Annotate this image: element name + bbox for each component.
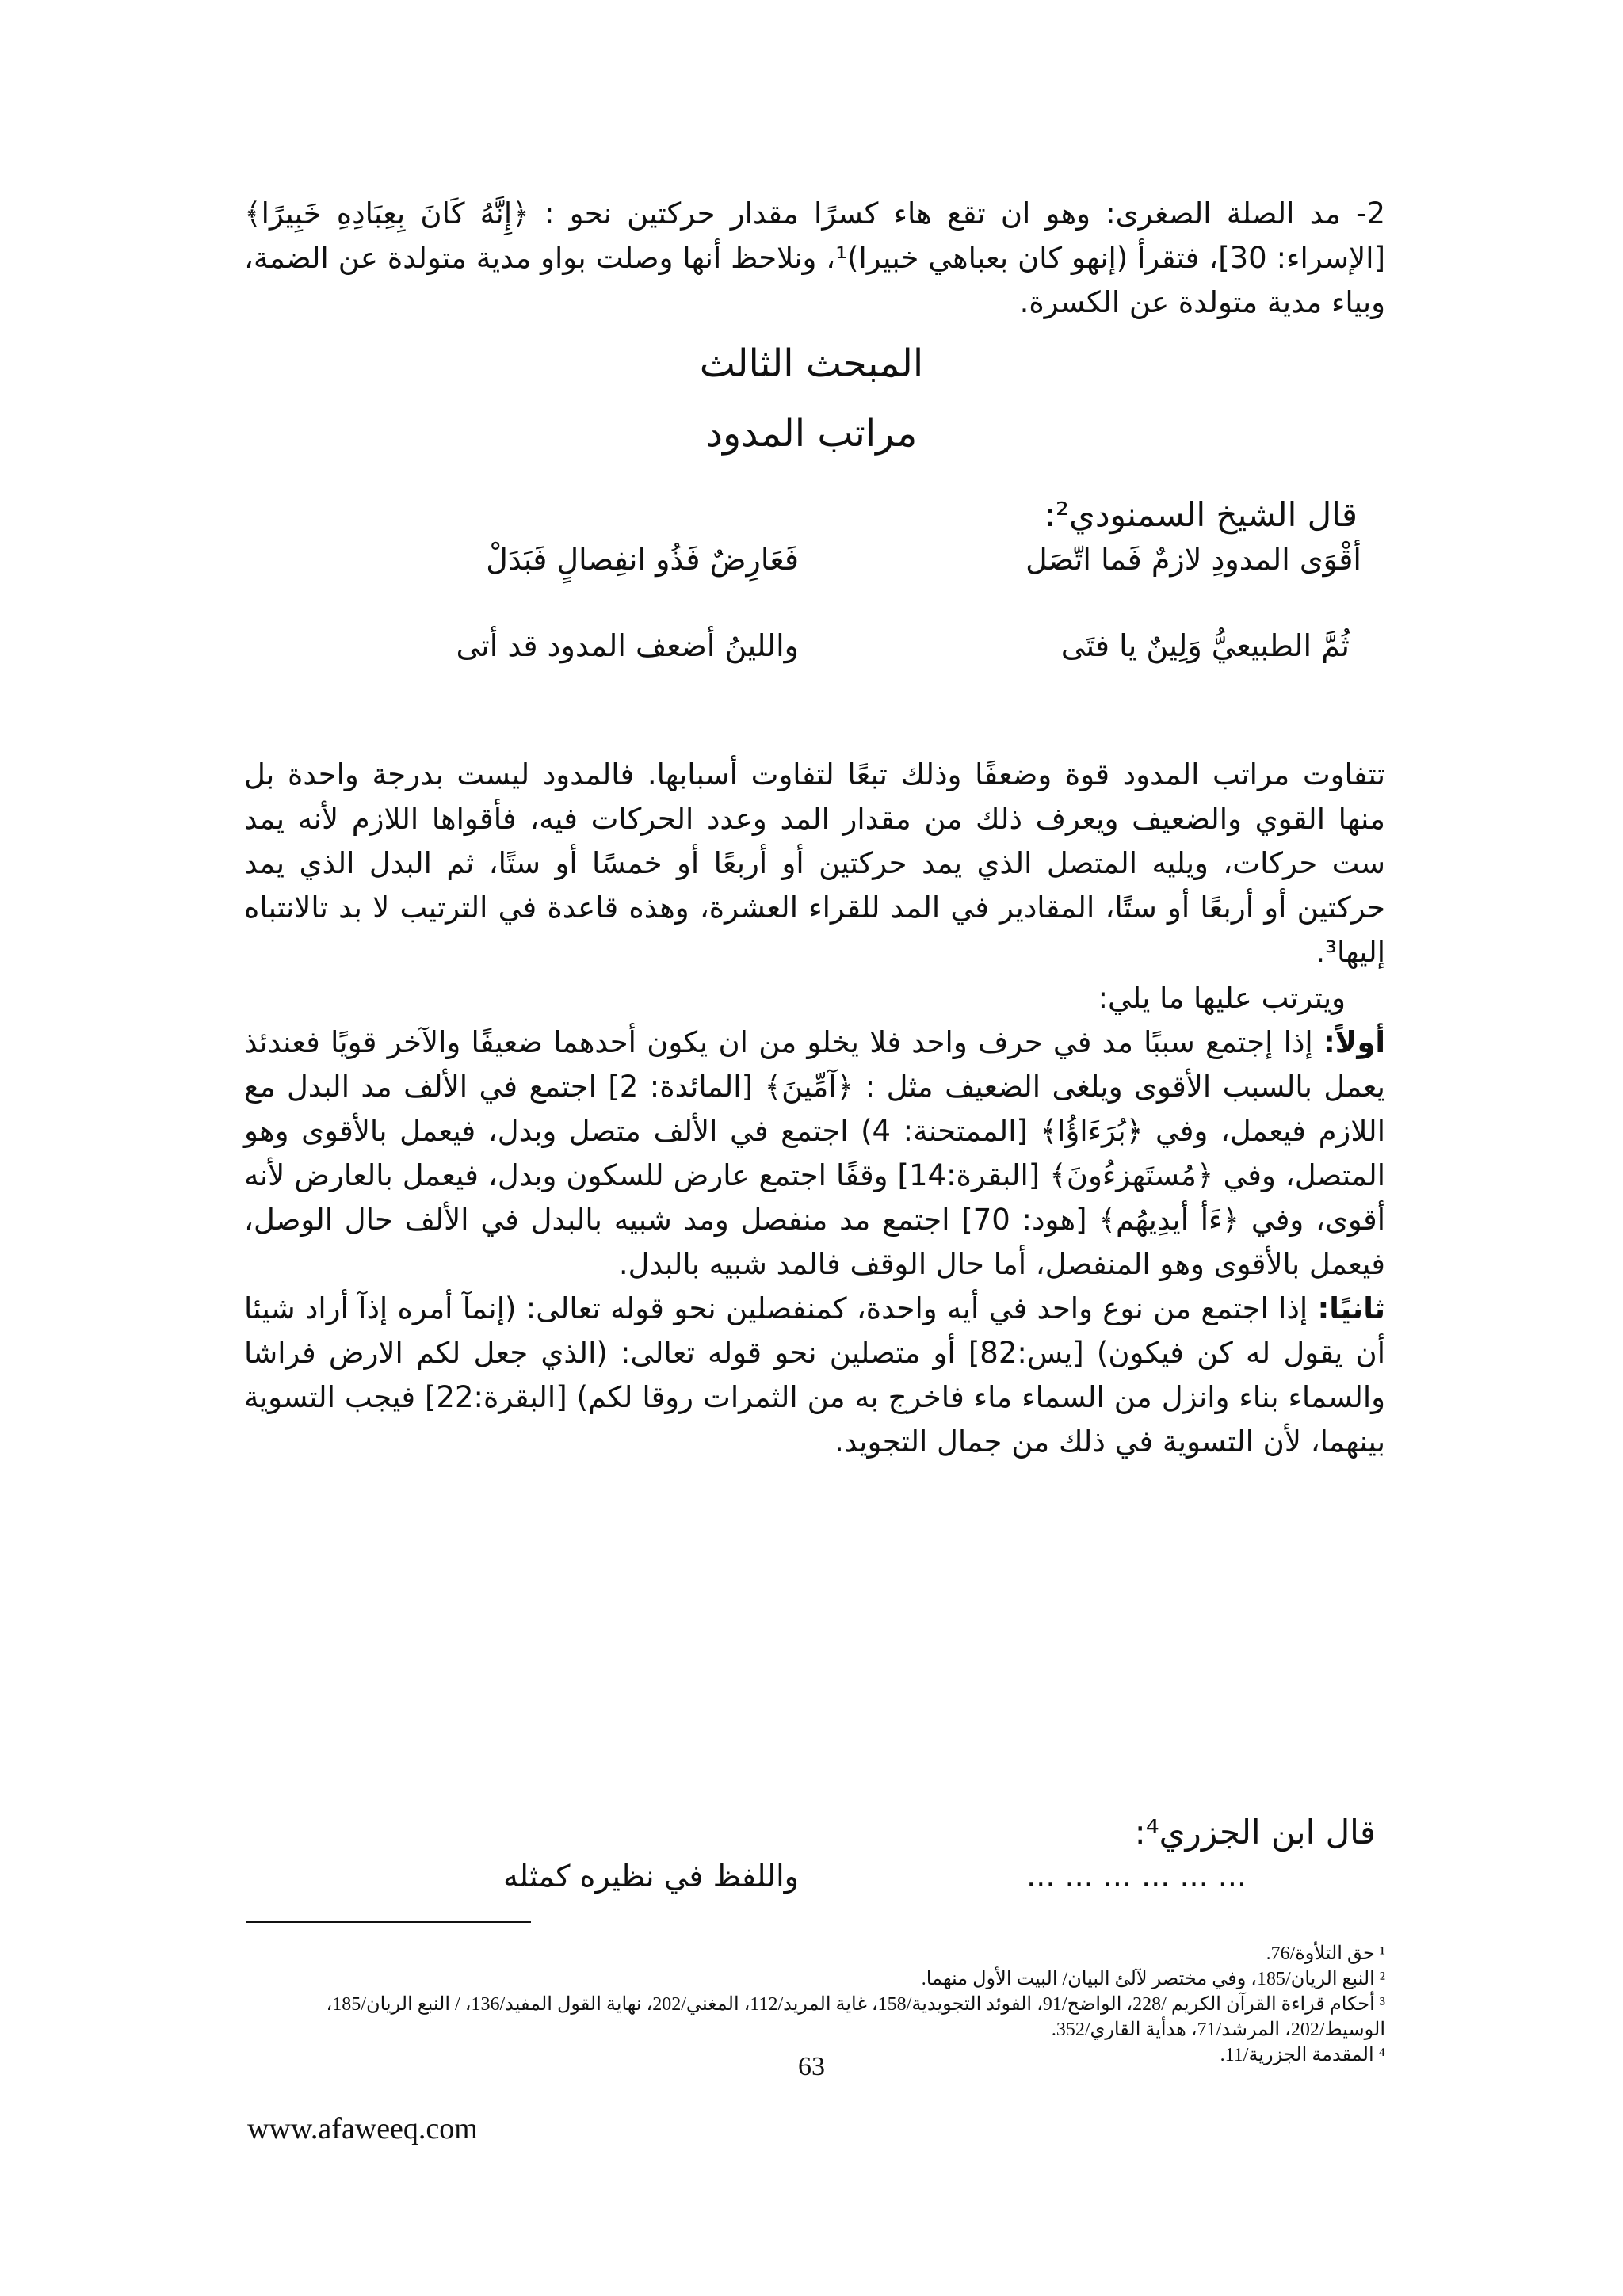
point-first-text: إذا إجتمع سببًا مد في حرف واحد فلا يخلو من ان يكون أحدهما ضعيفًا والآخر قويًا فعندئذ يعمل بالسبب الأقوى ويلغى الضعيف مثل : ﴿آمِّينَ﴾ [المائدة: 2] اجتمع في الألف مد البدل مع اللازم فيعمل، وفي ﴿بُرَءَاؤُا﴾ [الممتحنة: 4) اجتمع في الألف متصل وبدل، فيعمل بالأقوى وهو المتصل، وفي ﴿مُستَهزءُونَ﴾ [البقرة:14] وقفًا اجتمع عارض للسكون وبدل، فيعمل بالعارض لأنه أقوى، وفي ﴿ءَأ أيدِيهُم﴾ [هود: 70] اجتمع مد منفصل ومد شبيه بالبدل في الألف حال الوصل، فيعمل بالأقوى وهو المنفصل، أما حال الوقف فالمد شبيه بالبدل. — [244, 1025, 1386, 1281]
point-second-text: إذا اجتمع من نوع واحد في أيه واحدة، كمنفصلين نحو قوله تعالى: (إنمآ أمره إذآ أراد شيئا أن يقول له كن فيكون) [يس:82] أو متصلين نحو قوله تعالى: (الذي جعل لكم الارض فراشا والسماء بناء وانزل من السماء ماء فاخرج به من الثمرات روقا لكم) [البقرة:22] فيجب التسوية بينهما، لأن التسوية في ذلك من جمال التجويد. — [244, 1291, 1385, 1459]
body-paragraph: تتفاوت مراتب المدود قوة وضعفًا وذلك تبعًا لتفاوت أسبابها. فالمدود ليست بدرجة واحدة بل منها القوي والضعيف ويعرف ذلك من مقدار المد وعدد الحركات فيه، فأقواها اللازم لأنه يمد ست حركات، ويليه المتصل الذي يمد حركتين أو أربعًا أو خمسًا أو ستًا، ثم البدل الذي يمد حركتين أو أربعًا أو ستًا، المقادير في المد للقراء العشرة، وهذه قاعدة في الترتيب لا بد تالانتباه إليها³. — [244, 757, 1385, 969]
section-title: مراتب المدود — [705, 411, 918, 456]
poem2-verse-second-half: واللفظ في نظيره كمثله — [502, 1859, 799, 1894]
page-number: 63 — [798, 2052, 825, 2081]
point-second — [244, 1287, 1385, 1464]
point-second-label: ثانيًا: — [1317, 1291, 1385, 1325]
footnote-separator — [246, 1921, 531, 1923]
poem2-label: قال ابن الجزري⁴: — [1134, 1813, 1376, 1852]
section-heading — [0, 329, 1623, 468]
footnote-1: ¹ حق التلأوة/76. — [1266, 1943, 1385, 1964]
order-heading: ويترتب عليها ما يلي: — [1098, 981, 1346, 1015]
footnote-2: ² النبع الريان/185، وفي مختصر لآلئ البيان/ البيت الأول منهما. — [921, 1969, 1385, 1989]
section-number-heading: المبحث الثالث — [699, 341, 924, 386]
footnote-3: ³ أحكام قراءة القرآن الكريم /228، الواضح/91، الفوئد التجويدية/158، غاية المريد/112، المغني/202، نهاية القول المفيد/136، / النبع الريان/185، الوسيط/202، المرشد/71، هدأية القاري/352. — [326, 1994, 1385, 2040]
website-link[interactable]: www.afaweeq.com — [247, 2112, 478, 2145]
point-first — [244, 1020, 1385, 1287]
poem1-verse1-first-half: أقْوَى المدودِ لازمٌ فَما اتّصَل — [1025, 542, 1361, 577]
poem1-label: قال الشيخ السمنودي²: — [1044, 495, 1358, 534]
footnotes — [244, 1941, 1385, 2068]
point-first-label: أولاً: — [1323, 1025, 1385, 1059]
poem1-verse2-second-half: واللينُ أضعف المدود قد أتى — [456, 628, 799, 663]
points-list — [244, 1020, 1385, 1464]
poem2-verse-first-half: ... ... ... ... ... ... — [1026, 1859, 1247, 1894]
poem1-verse1-second-half: فَعَارِضٌ فَذُو انفِصالٍ فَبَدَلْ — [486, 542, 799, 577]
poem1-verse2-first-half: ثُمَّ الطبيعيُّ وَلِينٌ يا فتَى — [1060, 628, 1350, 663]
footnote-4: ⁴ المقدمة الجزرية/11. — [1220, 2045, 1385, 2065]
intro-paragraph: 2- مد الصلة الصغرى: وهو ان تقع هاء كسرًا مقدار حركتين نحو : ﴿إِنَّهُ كَانَ بِعِبَادِهِ خَبِيرًا﴾ [الإسراء: 30]، فتقرأ (إنهو كان بعباهي خبيرا)¹، ونلاحظ أنها وصلت بواو مدية متولدة عن الضمة، وبياء مدية متولدة عن الكسرة. — [244, 196, 1385, 319]
